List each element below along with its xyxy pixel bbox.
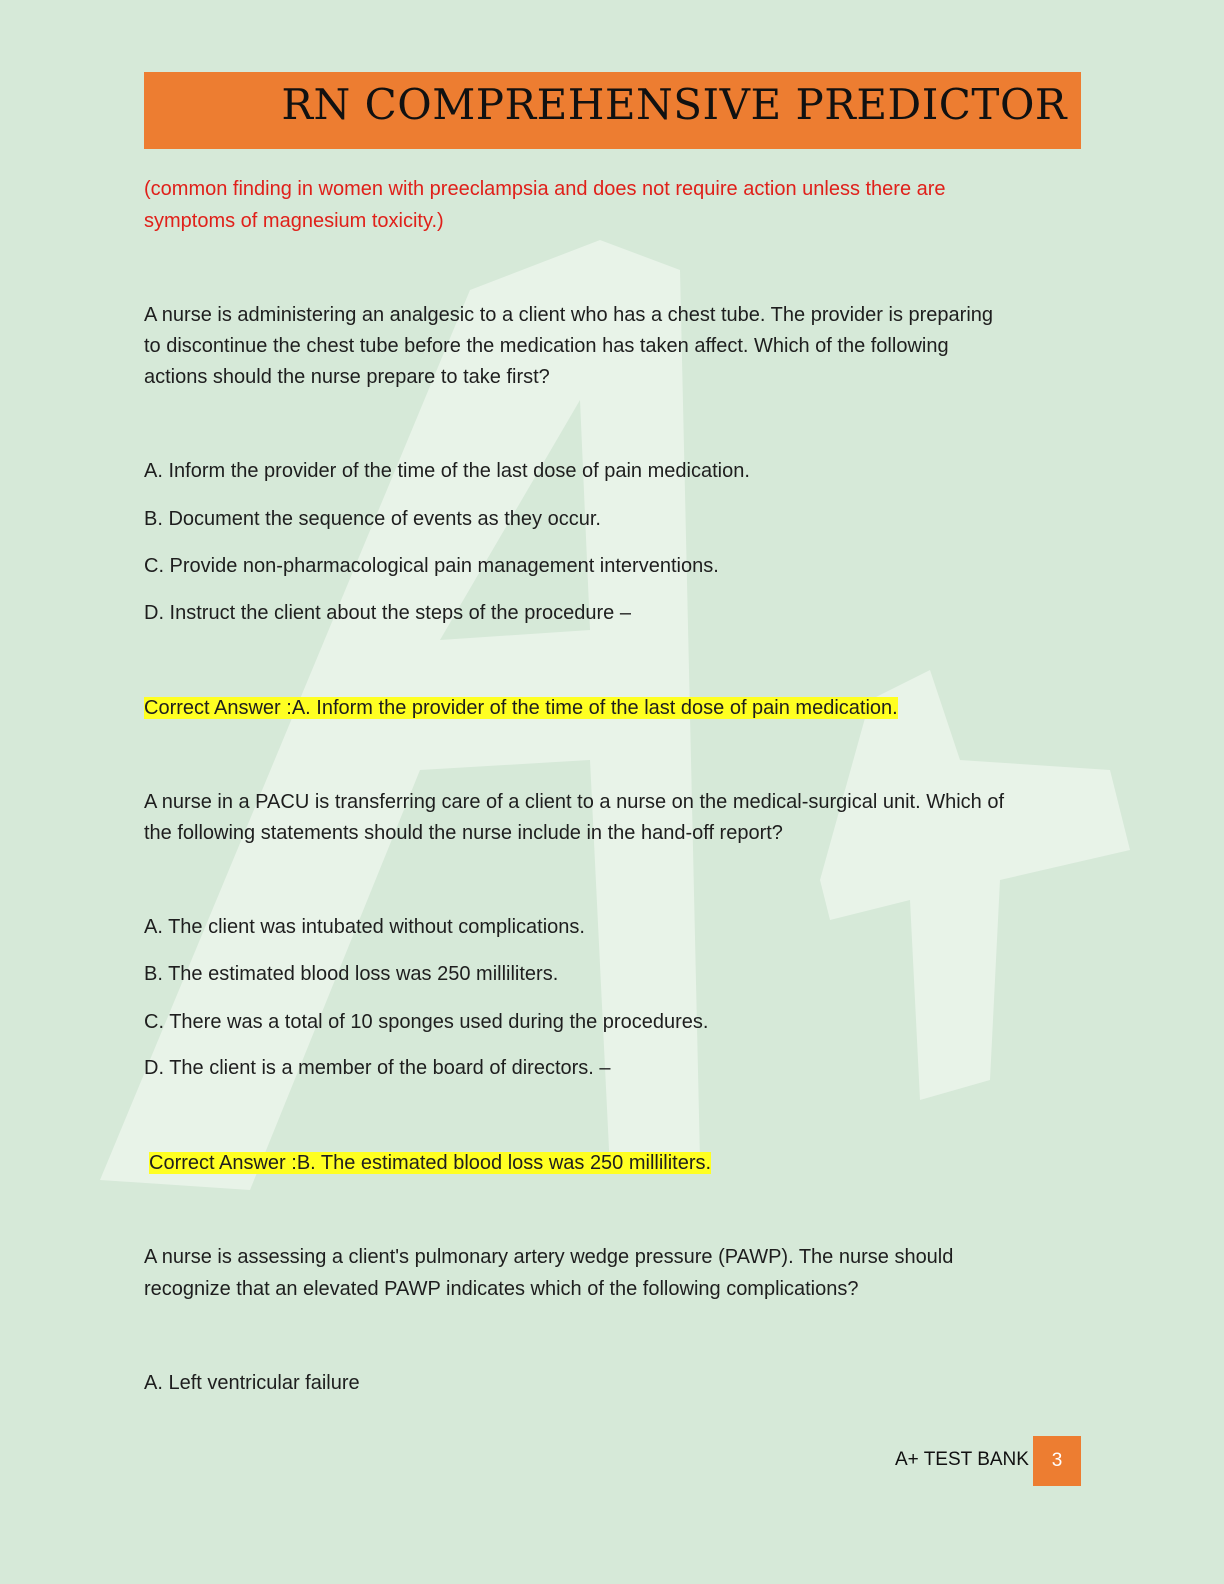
question-1-stem-line-2: to discontinue the chest tube before the medication has taken affect. Which of the following (144, 335, 949, 357)
note-line-2: symptoms of magnesium toxicity.) (144, 210, 444, 232)
question-3-stem-line-2: recognize that an elevated PAWP indicates which of the following complications? (144, 1278, 859, 1300)
question-1-option-a: A. Inform the provider of the time of the last dose of pain medication. (144, 460, 750, 482)
question-1-answer (144, 692, 898, 724)
question-2-option-b: B. The estimated blood loss was 250 milliliters. (144, 963, 559, 985)
question-1-option-d: D. Instruct the client about the steps of the procedure – (144, 602, 631, 624)
page-title: RN COMPREHENSIVE PREDICTOR (281, 80, 1067, 129)
question-1-option-c: C. Provide non-pharmacological pain management interventions. (144, 555, 719, 577)
question-3-option-a: A. Left ventricular failure (144, 1372, 360, 1394)
question-2-option-d: D. The client is a member of the board of directors. – (144, 1057, 611, 1079)
question-2-option-a: A. The client was intubated without complications. (144, 916, 585, 938)
note-line-1: (common finding in women with preeclampsia and does not require action unless there are (144, 178, 946, 200)
question-2-stem-line-2: the following statements should the nurse include in the hand-off report? (144, 822, 783, 844)
question-1-stem-line-3: actions should the nurse prepare to take first? (144, 366, 550, 388)
header-banner (144, 72, 1081, 149)
page-number-badge (1033, 1436, 1081, 1486)
question-3-stem-line-1: A nurse is assessing a client's pulmonary artery wedge pressure (PAWP). The nurse should (144, 1246, 954, 1268)
question-1-option-b: B. Document the sequence of events as they occur. (144, 508, 601, 530)
question-2-answer (149, 1147, 711, 1179)
footer-label: A+ TEST BANK (895, 1449, 1029, 1470)
question-1-answer-highlight: Correct Answer :A. Inform the provider of the time of the last dose of pain medication. (144, 697, 898, 719)
page-number: 3 (1051, 1450, 1063, 1471)
question-2-stem-line-1: A nurse in a PACU is transferring care of a client to a nurse on the medical-surgical unit. Which of (144, 791, 1005, 813)
question-2-option-c: C. There was a total of 10 sponges used during the procedures. (144, 1011, 709, 1033)
question-1-stem-line-1: A nurse is administering an analgesic to a client who has a chest tube. The provider is preparing (144, 304, 994, 326)
question-2-answer-highlight: Correct Answer :B. The estimated blood loss was 250 milliliters. (149, 1152, 712, 1174)
